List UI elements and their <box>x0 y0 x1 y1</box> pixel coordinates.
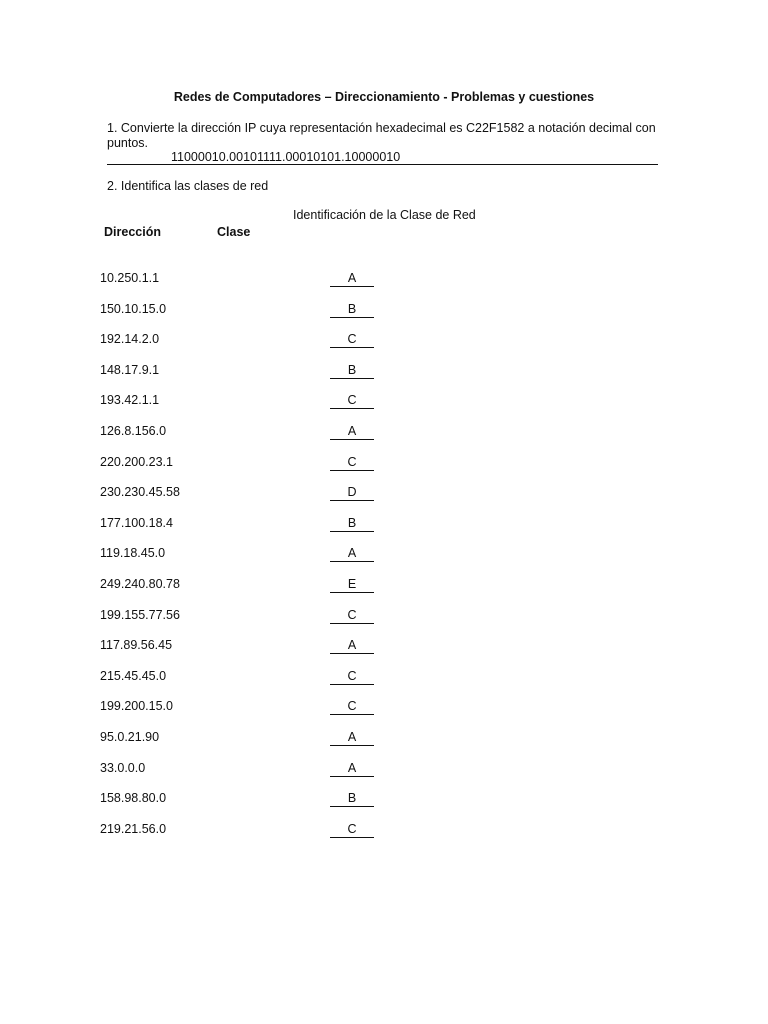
ip-address: 148.17.9.1 <box>100 362 160 377</box>
network-class: A <box>330 546 374 562</box>
question-1: 1. Convierte la dirección IP cuya representación hexadecimal es C22F1582 a notación decimal con puntos. <box>107 121 656 150</box>
ip-address: 220.200.23.1 <box>100 454 173 469</box>
table-row <box>0 699 768 717</box>
network-class: B <box>330 363 374 379</box>
ip-address: 95.0.21.90 <box>100 730 160 744</box>
network-class: A <box>330 761 374 777</box>
ip-address: 119.18.45.0 <box>100 546 166 561</box>
ip-address: 177.100.18.4 <box>100 515 173 530</box>
network-class: E <box>330 577 374 593</box>
ip-address: 230.230.45.58 <box>100 485 180 500</box>
network-class: C <box>330 455 374 471</box>
ip-address: 158.98.80.0 <box>100 791 167 806</box>
table-row <box>0 455 768 473</box>
network-class: B <box>330 516 374 532</box>
ip-address: 117.89.56.45 <box>100 638 173 653</box>
table-row <box>0 516 768 534</box>
network-class: B <box>330 302 374 318</box>
network-class: A <box>330 638 374 654</box>
network-class: C <box>330 608 374 624</box>
table-row <box>0 608 768 626</box>
ip-address: 193.42.1.1 <box>100 393 160 408</box>
table-row <box>0 271 768 289</box>
table-title: Identificación de la Clase de Red <box>293 208 476 222</box>
table-row <box>0 822 768 840</box>
ip-address: 199.155.77.56 <box>100 607 180 622</box>
header-address: Dirección <box>104 225 161 239</box>
ip-address: 219.21.56.0 <box>100 821 167 836</box>
table-row <box>0 332 768 350</box>
network-class: B <box>330 791 374 807</box>
network-class: C <box>330 822 374 838</box>
table-row <box>0 638 768 656</box>
network-class: A <box>330 424 374 440</box>
network-class: C <box>330 699 374 715</box>
ip-address: 249.240.80.78 <box>100 577 180 591</box>
table-row <box>0 669 768 687</box>
network-class: C <box>330 332 374 348</box>
table-row <box>0 761 768 779</box>
table-row <box>0 302 768 320</box>
ip-address: 33.0.0.0 <box>100 760 146 775</box>
table-row <box>0 363 768 381</box>
table-row <box>0 485 768 503</box>
ip-address: 215.45.45.0 <box>100 668 167 683</box>
table-row <box>0 546 768 564</box>
ip-address: 199.200.15.0 <box>100 699 173 714</box>
network-class: A <box>330 730 374 746</box>
table-row <box>0 730 768 748</box>
table-row <box>0 791 768 809</box>
ip-address: 192.14.2.0 <box>100 332 160 347</box>
answer-1: 11000010.00101111.00010101.10000010 <box>107 150 658 165</box>
table-row <box>0 577 768 595</box>
network-class: C <box>330 393 374 409</box>
ip-address: 10.250.1.1 <box>100 271 160 285</box>
question-2: 2. Identifica las clases de red <box>107 179 269 193</box>
header-class: Clase <box>217 225 251 239</box>
network-class: A <box>330 271 374 287</box>
network-class: C <box>330 669 374 685</box>
network-class: D <box>330 485 374 501</box>
document-title: Redes de Computadores – Direccionamiento - Problemas y cuestiones <box>173 90 595 104</box>
ip-address: 150.10.15.0 <box>100 301 167 316</box>
table-row <box>0 424 768 442</box>
table-row <box>0 393 768 411</box>
ip-address: 126.8.156.0 <box>100 424 167 438</box>
